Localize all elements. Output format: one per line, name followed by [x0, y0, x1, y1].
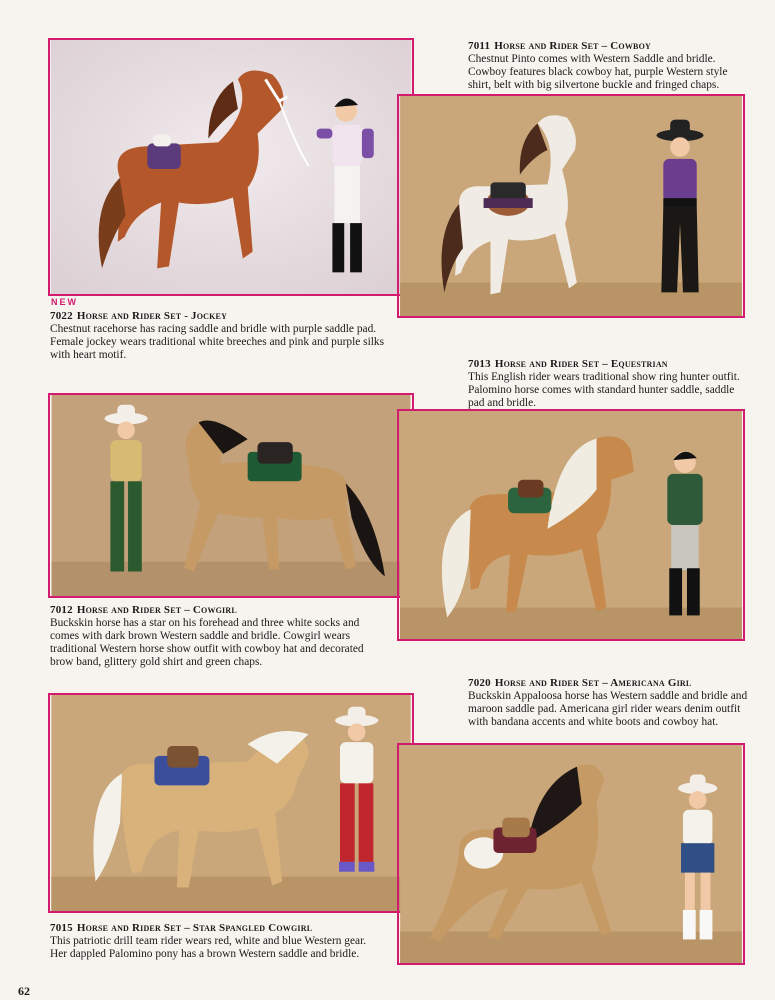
product-title — [468, 358, 748, 371]
product-title — [50, 604, 380, 617]
photo-jockey-set — [48, 38, 414, 296]
product-name: Horse and Rider Set - Jockey — [76, 310, 228, 322]
product-name: Horse and Rider Set – Americana Girl — [494, 677, 692, 689]
photo-equestrian-set — [397, 409, 745, 641]
product-description: Chestnut racehorse has racing saddle and bridle with purple saddle pad. Female jockey wears traditional white breeches and pink and purple silks with heart motif. — [50, 323, 385, 361]
product-title — [50, 310, 400, 323]
caption-7022-jockey — [50, 310, 400, 362]
caption-7013-equestrian — [468, 358, 748, 410]
product-name: Horse and Rider Set – Star Spangled Cowgirl — [76, 922, 313, 934]
product-name: Horse and Rider Set – Cowgirl — [76, 604, 237, 616]
product-description: This patriotic drill team rider wears red, white and blue Western gear. Her dappled Palomino pony has a brown Western saddle and bridle. — [50, 935, 367, 960]
caption-7020-americana-girl — [468, 677, 748, 729]
product-title — [468, 40, 748, 53]
product-description: Buckskin horse has a star on his forehead and three white socks and comes with dark brown Western saddle and bridle. Cowgirl wears traditional Western horse show outfit with cowboy hat and decorated brow band, glittery gold shirt and green chaps. — [50, 617, 364, 668]
product-title — [50, 922, 370, 935]
caption-7015-star-spangled-cowgirl — [50, 922, 370, 961]
product-number: 7022 — [50, 310, 73, 322]
star-spangled-cowgirl-illustration — [50, 695, 412, 911]
cowboy-set-illustration — [399, 96, 743, 316]
product-description: Chestnut Pinto comes with Western Saddle and bridle. Cowboy features black cowboy hat, purple Western style shirt, belt with big silvertone buckle and fringed chaps. — [468, 53, 728, 91]
product-description: This English rider wears traditional show ring hunter outfit. Palomino horse comes with standard hunter saddle, saddle pad and bridle. — [468, 371, 740, 409]
product-description: Buckskin Appaloosa horse has Western saddle and bridle and maroon saddle pad. Americana girl rider wears denim outfit with bandana accents and white boots and cowboy hat. — [468, 690, 748, 728]
product-number: 7012 — [50, 604, 73, 616]
caption-7011-cowboy — [468, 40, 748, 92]
photo-cowgirl-set — [48, 393, 414, 598]
product-number: 7011 — [468, 40, 491, 52]
americana-girl-illustration — [399, 745, 743, 963]
product-title — [468, 677, 748, 690]
product-number: 7015 — [50, 922, 73, 934]
page-number: 62 — [18, 984, 30, 998]
product-number: 7020 — [468, 677, 491, 689]
product-name: Horse and Rider Set – Equestrian — [494, 358, 668, 370]
product-name: Horse and Rider Set – Cowboy — [494, 40, 651, 52]
photo-star-spangled-cowgirl-set — [48, 693, 414, 913]
jockey-set-illustration — [50, 40, 412, 294]
caption-7012-cowgirl — [50, 604, 380, 669]
photo-americana-girl-set — [397, 743, 745, 965]
photo-cowboy-set — [397, 94, 745, 318]
equestrian-set-illustration — [399, 411, 743, 639]
new-badge: NEW — [51, 297, 78, 307]
product-number: 7013 — [468, 358, 491, 370]
cowgirl-set-illustration — [50, 395, 412, 596]
